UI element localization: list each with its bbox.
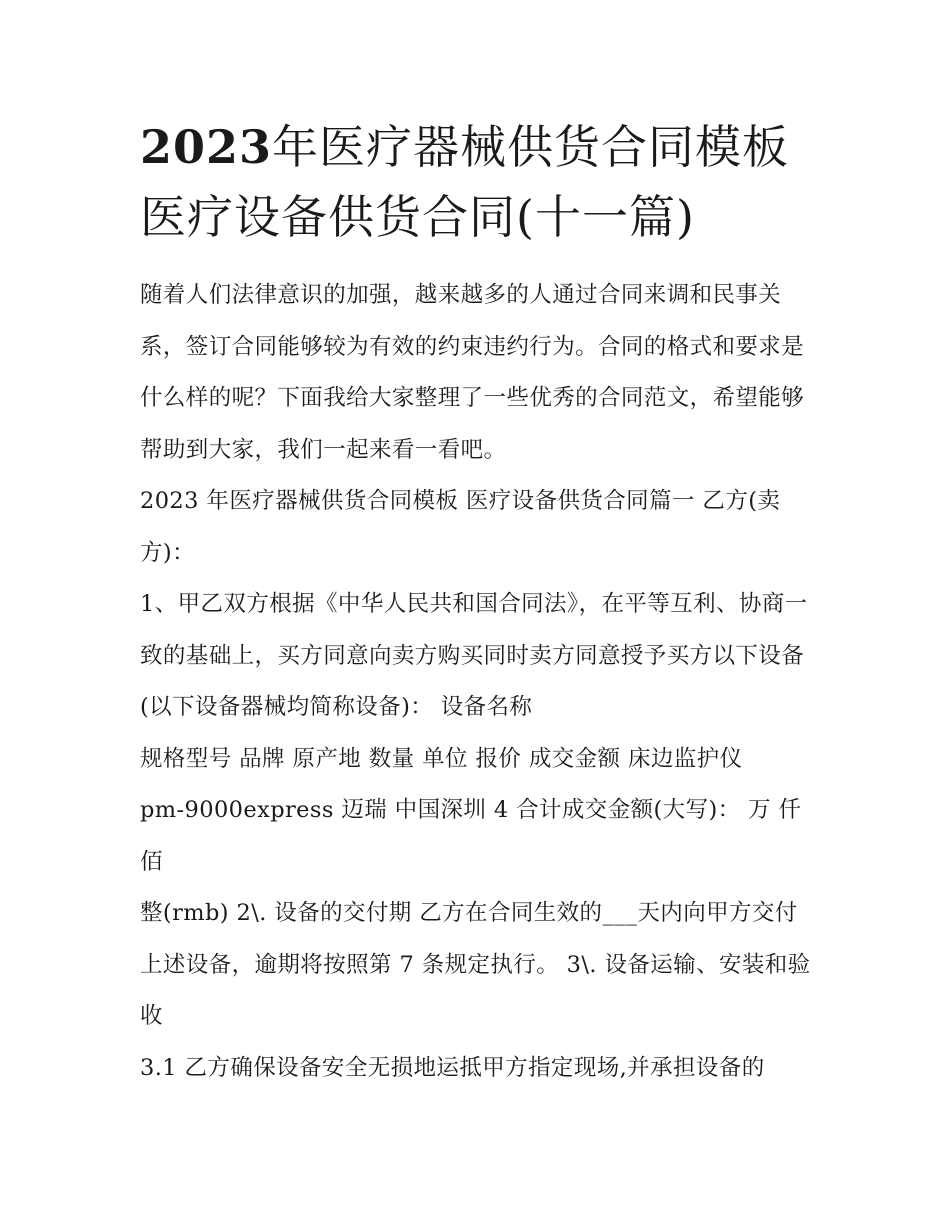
title-line2: 医疗设备供货合同(十一篇): [140, 190, 695, 244]
clause-2-3-paragraph: 整(rmb) 2\. 设备的交付期 乙方在合同生效的___天内向甲方交付上述设备，逾期将按照第 7 条规定执行。 3\. 设备运输、安装和验收: [140, 900, 811, 1029]
document-title: [140, 112, 815, 252]
intro-paragraph: 随着人们法律意识的加强，越来越多的人通过合同来调和民事关系，签订合同能够较为有效的约束违约行为。合同的格式和要求是什么样的呢？下面我给大家整理了一些优秀的合同范文，希望能够帮助到大家，我们一起来看一看吧。: [140, 282, 805, 463]
section-heading-paragraph: 2023 年医疗器械供货合同模板 医疗设备供货合同篇一 乙方(卖方)：: [140, 488, 781, 566]
document-page: [140, 112, 815, 1094]
equipment-table-header-line: 规格型号 品牌 原产地 数量 单位 报价 成交金额 床边监护仪: [140, 745, 743, 772]
equipment-row-line: pm-9000express 迈瑞 中国深圳 4 合计成交金额(大写)： 万 仟佰: [140, 797, 802, 875]
title-line1-rest: 年医疗器械供货合同模板: [272, 120, 790, 174]
title-year: 2023: [140, 120, 273, 174]
clause-1-paragraph: 1、甲乙双方根据《中华人民共和国合同法》，在平等互利、协商一致的基础上，买方同意向卖方购买同时卖方同意授予买方以下设备(以下设备器械均简称设备)： 设备名称: [140, 591, 808, 720]
clause-3-1-paragraph: 3.1 乙方确保设备安全无损地运抵甲方指定现场,并承担设备的: [140, 1054, 765, 1081]
